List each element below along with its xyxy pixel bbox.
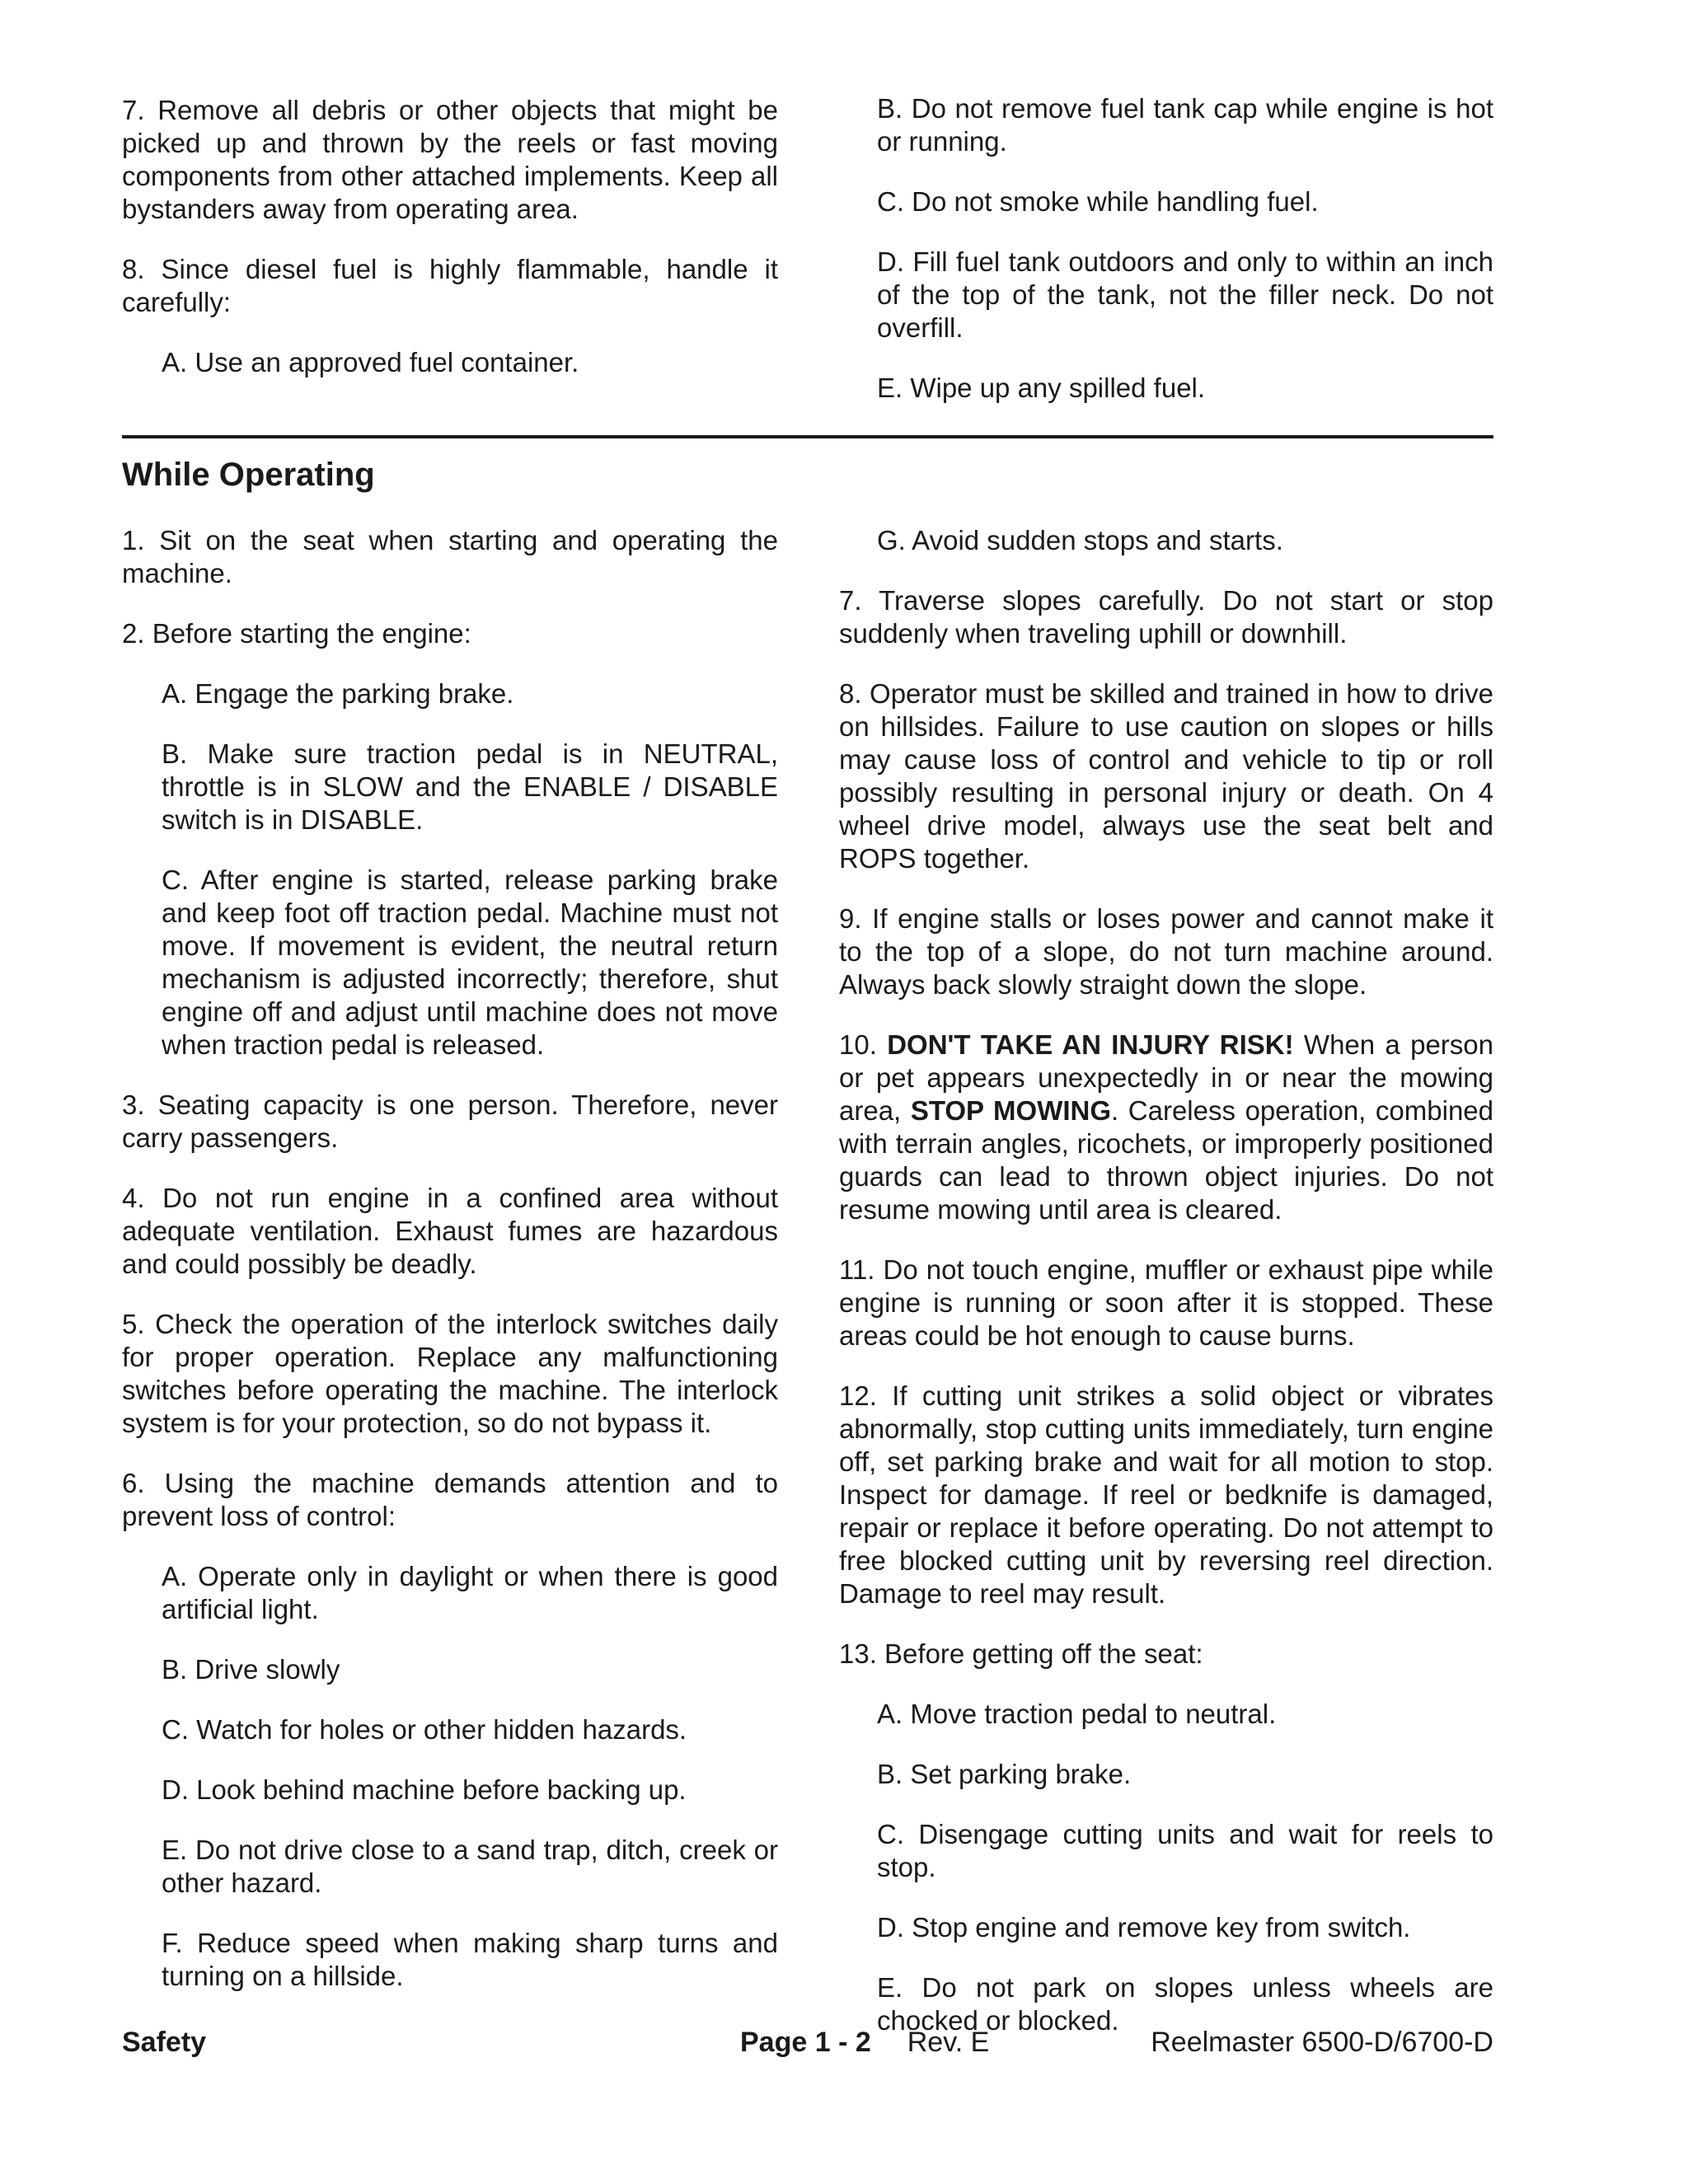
paragraph: 9. If engine stalls or loses power and cannot make it to the top of a slope, do not turn machine around. Always back slowly straight down the slope. bbox=[839, 903, 1493, 1000]
right-column bbox=[839, 524, 1493, 2037]
sub-item: C. Disengage cutting units and wait for reels to stop. bbox=[877, 1819, 1493, 1882]
paragraph: 2. Before starting the engine: bbox=[122, 618, 471, 649]
paragraph-injury-warning bbox=[839, 1029, 1493, 1226]
sub-item: E. Wipe up any spilled fuel. bbox=[877, 373, 1206, 403]
top-right-column bbox=[877, 92, 1493, 405]
paragraph: 8. Operator must be skilled and trained in how to drive on hillsides. Failure to use caution on slopes or hills may cause loss of control and vehicle to tip or roll possibly resulting in personal injury or death. On 4 wheel drive model, always use the seat belt and ROPS together. bbox=[839, 678, 1493, 874]
sub-item: E. Do not park on slopes unless wheels are chocked or blocked. bbox=[877, 1972, 1493, 2036]
paragraph: 5. Check the operation of the interlock switches daily for proper operation. Replace any malfunctioning switches before operating the machine. The interlock system is for your protection, so do not bypass it. bbox=[122, 1309, 778, 1438]
paragraph: 4. Do not run engine in a confined area without adequate ventilation. Exhaust fumes are hazardous and could possibly be deadly. bbox=[122, 1183, 778, 1279]
warning-emphasis: DON'T TAKE AN INJURY RISK! bbox=[887, 1029, 1294, 1060]
stop-mowing-emphasis: STOP MOWING bbox=[910, 1095, 1112, 1126]
paragraph: 1. Sit on the seat when starting and operating the machine. bbox=[122, 525, 778, 588]
sub-item: D. Fill fuel tank outdoors and only to within an inch of the top of the tank, not the filler neck. Do not overfill. bbox=[877, 246, 1493, 343]
paragraph: 12. If cutting unit strikes a solid object or vibrates abnormally, stop cutting units immediately, turn engine off, set parking brake and wait for all motion to stop. Inspect for damage. If reel or bedknife is damaged, repair or replace it before operating. Do not attempt to free blocked cutting unit by reversing reel direction. Damage to reel may result. bbox=[839, 1380, 1493, 1609]
left-column bbox=[122, 524, 778, 1993]
sub-item: B. Drive slowly bbox=[162, 1654, 340, 1685]
paragraph: 11. Do not touch engine, muffler or exhaust pipe while engine is running or soon after it is stopped. These areas could be hot enough to cause burns. bbox=[839, 1254, 1493, 1351]
paragraph: 3. Seating capacity is one person. Therefore, never carry passengers. bbox=[122, 1090, 778, 1153]
sub-item: D. Stop engine and remove key from switch. bbox=[877, 1912, 1411, 1943]
item-number: 10. bbox=[839, 1029, 877, 1060]
sub-item: C. Watch for holes or other hidden hazards. bbox=[162, 1714, 687, 1745]
paragraph: 7. Traverse slopes carefully. Do not start or stop suddenly when traveling uphill or downhill. bbox=[839, 585, 1493, 649]
paragraph: 13. Before getting off the seat: bbox=[839, 1638, 1203, 1669]
footer-page-info bbox=[740, 2026, 989, 2059]
sub-item: E. Do not drive close to a sand trap, ditch, creek or other hazard. bbox=[162, 1835, 778, 1898]
paragraph: 8. Since diesel fuel is highly flammable, handle it carefully: bbox=[122, 254, 778, 317]
revision: Rev. E bbox=[907, 2027, 990, 2058]
sub-item: A. Engage the parking brake. bbox=[162, 678, 514, 709]
sub-item: B. Set parking brake. bbox=[877, 1759, 1132, 1789]
warning-text: . Careless operation, combined with terrain angles, ricochets, or improperly positioned guards can lead to thrown object injuries. Do not resume mowing until area is cleared. bbox=[839, 1095, 1494, 1225]
sub-item: F. Reduce speed when making sharp turns and turning on a hillside. bbox=[162, 1928, 778, 1991]
paragraph: 7. Remove all debris or other objects that might be picked up and thrown by the reels or fast moving components from other attached implements. Keep all bystanders away from operating area. bbox=[122, 95, 778, 224]
warning-text: When a person or pet appears unexpectedly in or near the mowing area, bbox=[839, 1029, 1493, 1126]
page-number: Page 1 - 2 bbox=[740, 2027, 871, 2058]
sub-item: G. Avoid sudden stops and starts. bbox=[877, 525, 1283, 555]
footer-model: Reelmaster 6500-D/6700-D bbox=[1151, 2027, 1493, 2058]
sub-item: C. After engine is started, release parking brake and keep foot off traction pedal. Machine must not move. If movement is evident, the neutral return mechanism is adjusted incorrectly; therefore, shut engine off and adjust until machine does not move when traction pedal is released. bbox=[162, 865, 778, 1060]
sub-item: B. Make sure traction pedal is in NEUTRAL, throttle is in SLOW and the ENABLE / DISABLE switch is in DISABLE. bbox=[162, 738, 778, 835]
sub-item: A. Use an approved fuel container. bbox=[162, 347, 579, 377]
sub-item: A. Operate only in daylight or when there is good artificial light. bbox=[162, 1561, 778, 1624]
footer-section-name: Safety bbox=[122, 2027, 207, 2058]
sub-item: D. Look behind machine before backing up. bbox=[162, 1774, 687, 1805]
section-divider bbox=[122, 435, 1493, 438]
sub-item: C. Do not smoke while handling fuel. bbox=[877, 186, 1319, 217]
section-title: While Operating bbox=[122, 457, 375, 493]
top-left-column bbox=[122, 94, 778, 379]
sub-item: A. Move traction pedal to neutral. bbox=[877, 1699, 1277, 1729]
sub-item: B. Do not remove fuel tank cap while engine is hot or running. bbox=[877, 93, 1493, 157]
paragraph: 6. Using the machine demands attention and to prevent loss of control: bbox=[122, 1468, 778, 1531]
